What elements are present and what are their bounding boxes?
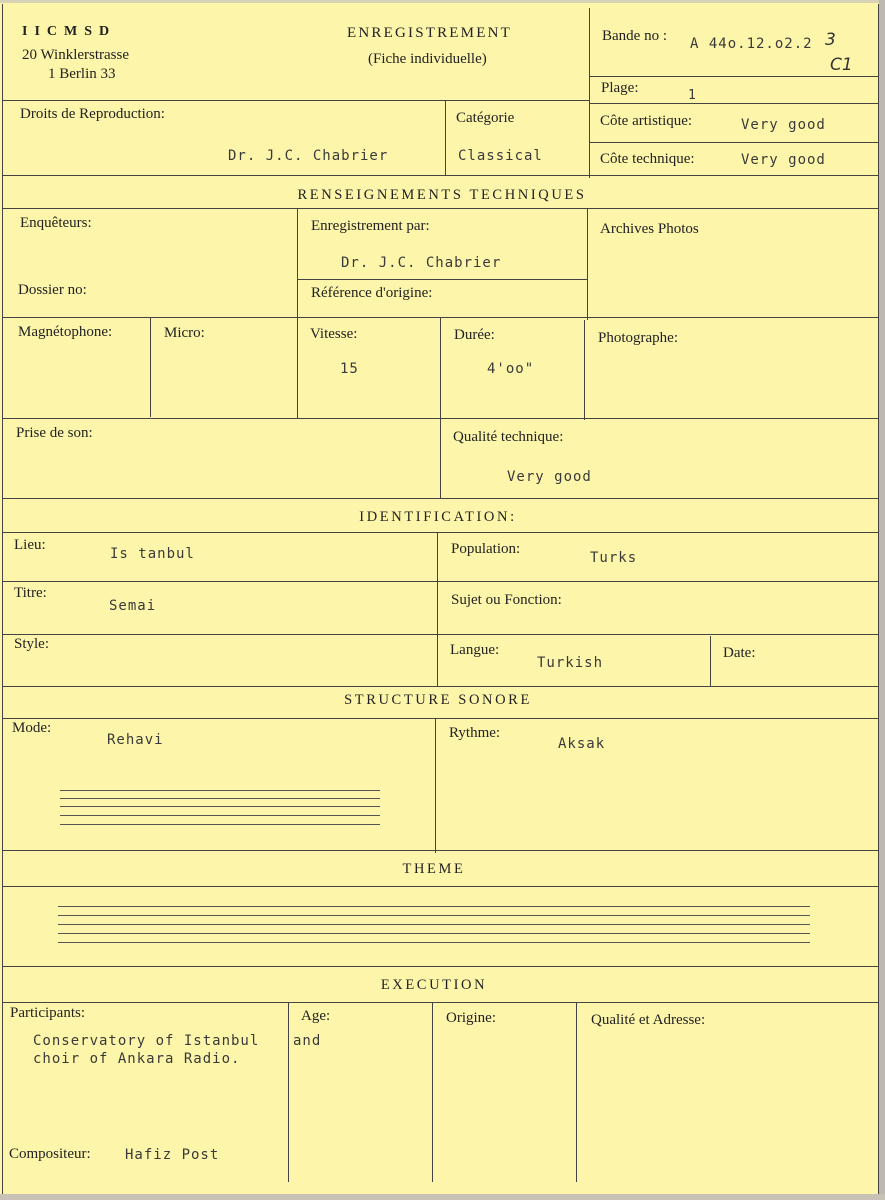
plage-label: Plage: — [601, 80, 639, 96]
reference-label: Référence d'origine: — [311, 285, 433, 301]
staff-line — [58, 933, 810, 934]
bande-hand-digit: 3 — [825, 30, 836, 50]
cote-artistique-value: Very good — [741, 117, 826, 133]
divider — [435, 718, 436, 853]
plage-value: 1 — [688, 88, 697, 103]
archives-label: Archives Photos — [600, 221, 699, 237]
divider — [2, 966, 878, 967]
staff-line — [60, 824, 380, 825]
form-subtitle: (Fiche individuelle) — [368, 51, 487, 67]
divider — [2, 175, 878, 176]
staff-line — [58, 924, 810, 925]
divider — [2, 208, 878, 209]
staff-line — [58, 915, 810, 916]
population-label: Population: — [451, 541, 521, 557]
divider — [2, 498, 878, 499]
divider — [2, 418, 878, 419]
compositeur-value: Hafiz Post — [125, 1147, 220, 1163]
card-edge-top — [0, 0, 885, 3]
divider — [445, 100, 446, 175]
mode-value: Rehavi — [107, 732, 164, 748]
cote-technique-label: Côte technique: — [600, 151, 695, 167]
cote-technique-value: Very good — [741, 152, 826, 168]
divider — [432, 1002, 433, 1182]
qualite-technique-value: Very good — [507, 469, 592, 485]
divider — [589, 142, 878, 143]
categorie-label: Catégorie — [456, 110, 515, 126]
age-label: Age: — [301, 1008, 331, 1024]
vitesse-label: Vitesse: — [310, 326, 358, 342]
micro-label: Micro: — [164, 325, 205, 341]
card-edge-right — [879, 0, 885, 1200]
duree-value: 4'oo" — [487, 361, 535, 377]
titre-label: Titre: — [14, 585, 47, 601]
bande-label: Bande no : — [602, 28, 667, 44]
address-line2: 1 Berlin 33 — [48, 66, 116, 82]
card-edge-bottom — [0, 1194, 885, 1200]
divider — [288, 1002, 289, 1182]
enregistrement-par-label: Enregistrement par: — [311, 218, 430, 234]
section-theme: THEME — [402, 861, 466, 877]
langue-value: Turkish — [537, 655, 604, 671]
divider — [2, 686, 878, 687]
origine-label: Origine: — [446, 1010, 496, 1026]
divider — [589, 103, 878, 104]
divider — [589, 76, 878, 77]
staff-line — [60, 806, 380, 807]
address-line1: 20 Winklerstrasse — [22, 47, 130, 63]
divider — [2, 850, 878, 851]
magnetophone-label: Magnétophone: — [18, 324, 113, 340]
divider — [440, 317, 441, 499]
divider — [2, 1002, 878, 1003]
divider — [297, 208, 298, 418]
vitesse-value: 15 — [340, 361, 359, 377]
staff-line — [60, 790, 380, 791]
divider — [437, 532, 438, 686]
qualite-technique-label: Qualité technique: — [453, 429, 564, 445]
droits-value: Dr. J.C. Chabrier — [228, 148, 389, 164]
titre-value: Semai — [109, 598, 157, 614]
divider — [589, 8, 590, 178]
border-left — [2, 4, 3, 1196]
mode-label: Mode: — [12, 720, 52, 736]
section-identification: IDENTIFICATION: — [359, 509, 517, 525]
qualite-adresse-label: Qualité et Adresse: — [591, 1012, 706, 1028]
staff-line — [60, 798, 380, 799]
participants-label: Participants: — [10, 1005, 85, 1021]
divider — [710, 636, 711, 687]
divider — [2, 718, 878, 719]
staff-line — [58, 942, 810, 943]
org-logo: IICMSD — [22, 24, 117, 39]
participants-line1: Conservatory of Istanbul — [33, 1033, 260, 1049]
style-label: Style: — [14, 636, 50, 652]
divider — [2, 886, 878, 887]
enregistrement-par-value: Dr. J.C. Chabrier — [341, 255, 502, 271]
photographe-label: Photographe: — [598, 330, 678, 346]
date-label: Date: — [723, 645, 756, 661]
section-renseignements-techniques: RENSEIGNEMENTS TECHNIQUES — [297, 187, 587, 203]
staff-line — [58, 906, 810, 907]
dossier-label: Dossier no: — [18, 282, 87, 298]
prise-de-son-label: Prise de son: — [16, 425, 93, 441]
divider — [2, 532, 878, 533]
population-value: Turks — [590, 550, 638, 566]
categorie-value: Classical — [458, 148, 543, 164]
rythme-value: Aksak — [558, 736, 606, 752]
langue-label: Langue: — [450, 642, 500, 658]
cote-artistique-label: Côte artistique: — [600, 113, 693, 129]
form-title: ENREGISTREMENT — [347, 25, 512, 41]
lieu-label: Lieu: — [14, 537, 46, 553]
divider — [2, 100, 589, 101]
divider — [2, 581, 878, 582]
divider — [576, 1002, 577, 1182]
duree-label: Durée: — [454, 327, 495, 343]
lieu-value: Is tanbul — [110, 546, 195, 562]
staff-line — [60, 815, 380, 816]
compositeur-label: Compositeur: — [9, 1146, 91, 1162]
droits-label: Droits de Reproduction: — [20, 106, 165, 122]
bande-hand-note: C1 — [830, 55, 853, 75]
rythme-label: Rythme: — [449, 725, 501, 741]
divider — [150, 317, 151, 417]
sujet-label: Sujet ou Fonction: — [451, 592, 562, 608]
divider — [297, 279, 587, 280]
divider — [587, 208, 588, 320]
section-execution: EXECUTION — [380, 977, 488, 993]
section-structure-sonore: STRUCTURE SONORE — [344, 692, 532, 708]
enqueteurs-label: Enquêteurs: — [20, 215, 92, 231]
age-value: and — [293, 1033, 322, 1049]
divider — [2, 634, 878, 635]
divider — [584, 320, 585, 420]
bande-value: A 44o.12.o2.2 — [690, 36, 813, 52]
participants-line2: choir of Ankara Radio. — [33, 1051, 241, 1067]
